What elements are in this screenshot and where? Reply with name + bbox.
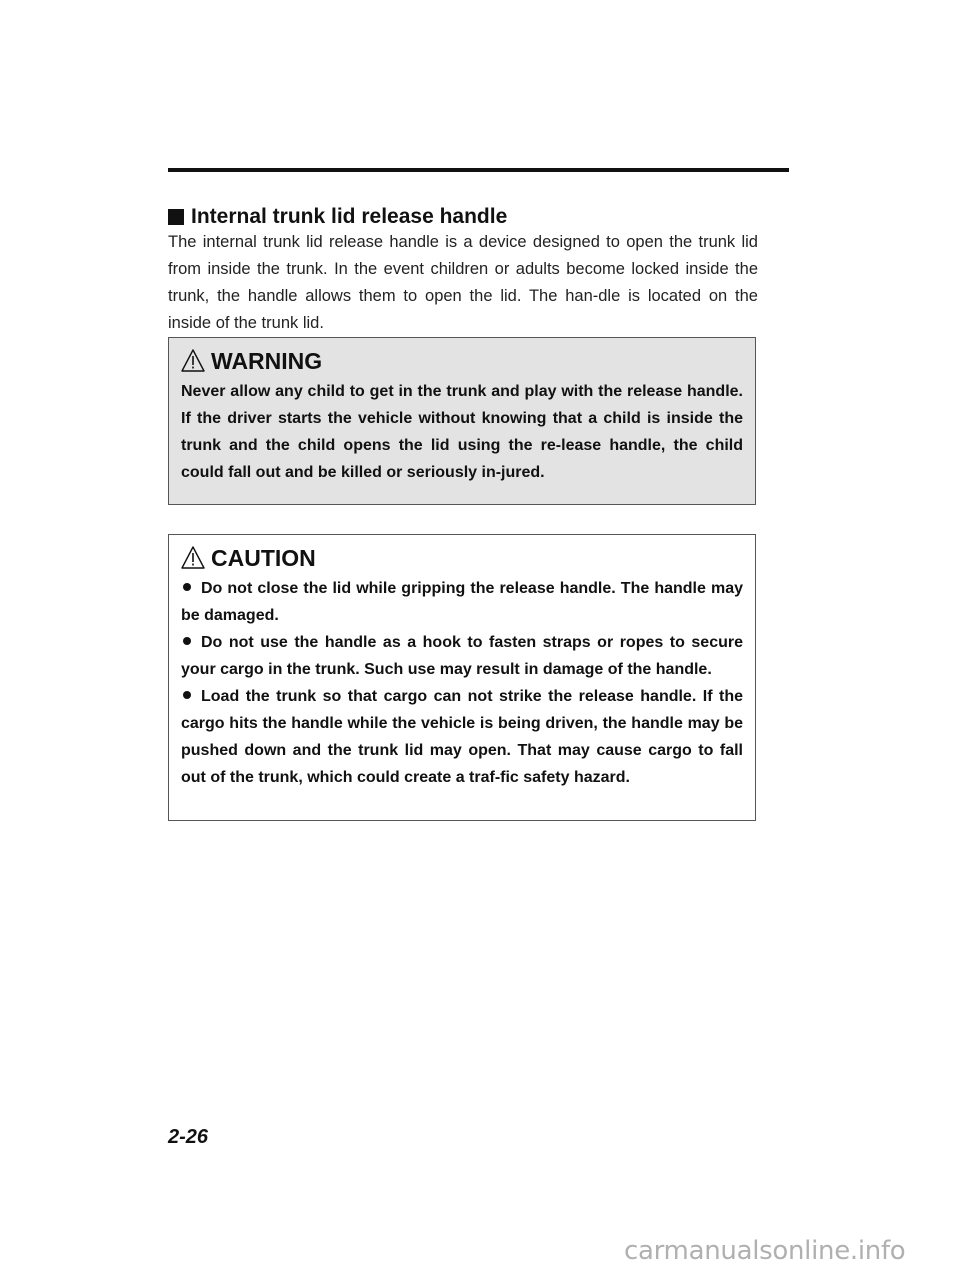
warning-triangle-icon	[181, 349, 205, 372]
caution-item	[181, 683, 743, 791]
caution-box	[168, 534, 756, 821]
bullet-icon	[183, 637, 191, 645]
warning-title	[181, 346, 743, 374]
warning-title-text: WARNING	[211, 348, 323, 374]
caution-item-text: Do not close the lid while gripping the release handle. The handle may be damaged.	[181, 580, 743, 624]
caution-title-text: CAUTION	[211, 545, 316, 571]
warning-triangle-icon	[181, 546, 205, 569]
bullet-icon	[183, 583, 191, 591]
intro-paragraph: The internal trunk lid release handle is a device designed to open the trunk lid from inside the trunk. In the event children or adults become locked inside the trunk, the handle allows them to open the lid. The han-dle is located on the inside of the trunk lid.	[168, 233, 758, 332]
section-heading-text: Internal trunk lid release handle	[191, 205, 508, 228]
caution-item-text: Load the trunk so that cargo can not strike the release handle. If the cargo hits the handle while the vehicle is being driven, the handle may be pushed down and the trunk lid may open. That may cause cargo to fall out of the trunk, which could create a traf-fic safety hazard.	[181, 688, 743, 786]
caution-title	[181, 543, 743, 571]
black-square-icon	[168, 209, 184, 225]
bullet-icon	[183, 691, 191, 699]
caution-item	[181, 575, 743, 629]
caution-item	[181, 629, 743, 683]
watermark: carmanualsonline.info	[624, 1236, 906, 1266]
warning-text: Never allow any child to get in the trunk and play with the release handle. If the driver starts the vehicle without knowing that a child is inside the trunk and the child opens the lid using the re-lease handle, the child could fall out and be killed or seriously in-jured.	[181, 383, 743, 481]
warning-box	[168, 337, 756, 505]
caution-list	[181, 575, 743, 791]
caution-item-text: Do not use the handle as a hook to fasten straps or ropes to secure your cargo in the trunk. Such use may result in damage of the handle.	[181, 634, 743, 678]
page-number: 2-26	[168, 1126, 209, 1148]
top-rule	[168, 168, 789, 172]
section-heading	[168, 203, 768, 231]
